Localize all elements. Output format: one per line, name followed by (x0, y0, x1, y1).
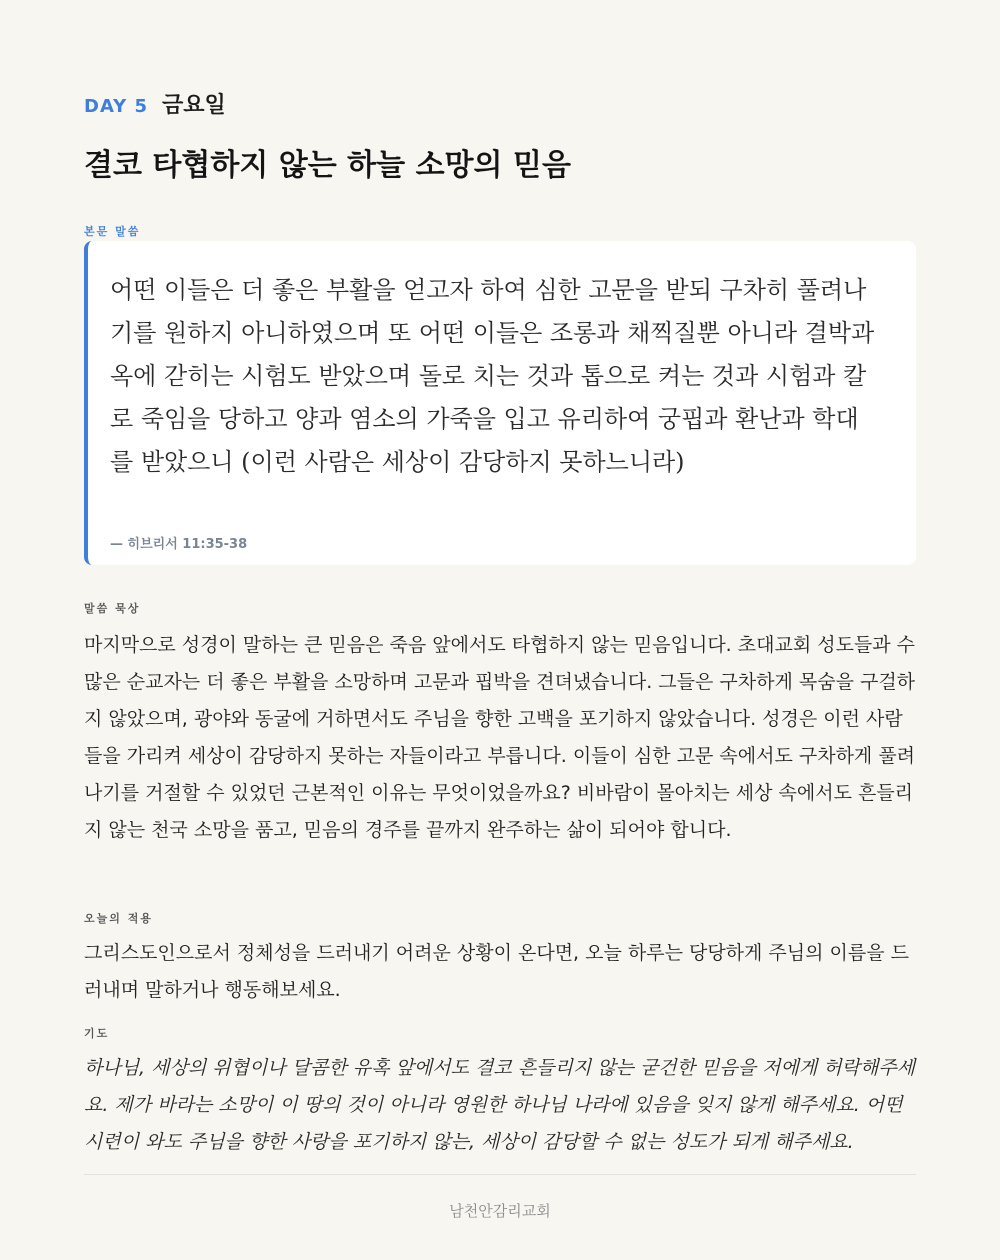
meditation-text: 마지막으로 성경이 말하는 큰 믿음은 죽음 앞에서도 타협하지 않는 믿음입니다. 초대교회 성도들과 수많은 순교자는 더 좋은 부활을 소망하며 고문과 핍박을 견뎌냈습니다. 그들은 구차하게 목숨을 구걸하지 않았으며, 광야와 동굴에 거하면서도 주님을 향한 고백을 포기하지 않았습니다. 성경은 이런 사람들을 가리켜 세상이 감당하지 못하는 자들이라고 부릅니다. 이들이 심한 고문 속에서도 구차하게 풀려나기를 거절할 수 있었던 근본적인 이유는 무엇이었을까요? 비바람이 몰아치는 세상 속에서도 흔들리지 않는 천국 소망을 품고, 믿음의 경주를 끝까지 완주하는 삶이 되어야 합니다. (84, 634, 916, 841)
weekday-label: 금요일 (161, 93, 226, 118)
scripture-text: 어떤 이들은 더 좋은 부활을 얻고자 하여 심한 고문을 받되 구차히 풀려나기를 원하지 아니하였으며 또 어떤 이들은 조롱과 채찍질뿐 아니라 결박과 옥에 갇히는 시험도 받았으며 돌로 치는 것과 톱으로 켜는 것과 시험과 칼로 죽임을 당하고 양과 염소의 가죽을 입고 유리하여 궁핍과 환난과 학대를 받았으니 (이런 사람은 세상이 감당하지 못하느니라) (110, 276, 875, 476)
day-label: DAY 5 (84, 96, 148, 117)
footer-divider (84, 1174, 916, 1175)
scripture-card (84, 241, 916, 565)
scripture-reference: — 히브리서 11:35-38 (110, 537, 248, 552)
scripture-section-label: 본문 말씀 (84, 225, 141, 238)
church-name: 남천안감리교회 (449, 1202, 551, 1220)
prayer-section-label: 기도 (84, 1027, 110, 1040)
day-header (84, 88, 226, 119)
application-text: 그리스도인으로서 정체성을 드러내기 어려운 상황이 온다면, 오늘 하루는 당당하게 주님의 이름을 드러내며 말하거나 행동해보세요. (84, 942, 909, 1001)
prayer-text: 하나님, 세상의 위협이나 달콤한 유혹 앞에서도 결코 흔들리지 않는 굳건한 믿음을 저에게 허락해주세요. 제가 바라는 소망이 이 땅의 것이 아니라 영원한 하나님 나라에 있음을 잊지 않게 해주세요. 어떤 시련이 와도 주님을 향한 사랑을 포기하지 않는, 세상이 감당할 수 없는 성도가 되게 해주세요. (84, 1057, 916, 1153)
page-title: 결코 타협하지 않는 하늘 소망의 믿음 (84, 148, 571, 183)
application-section-label: 오늘의 적용 (84, 912, 153, 925)
meditation-section-label: 말씀 묵상 (84, 602, 141, 615)
